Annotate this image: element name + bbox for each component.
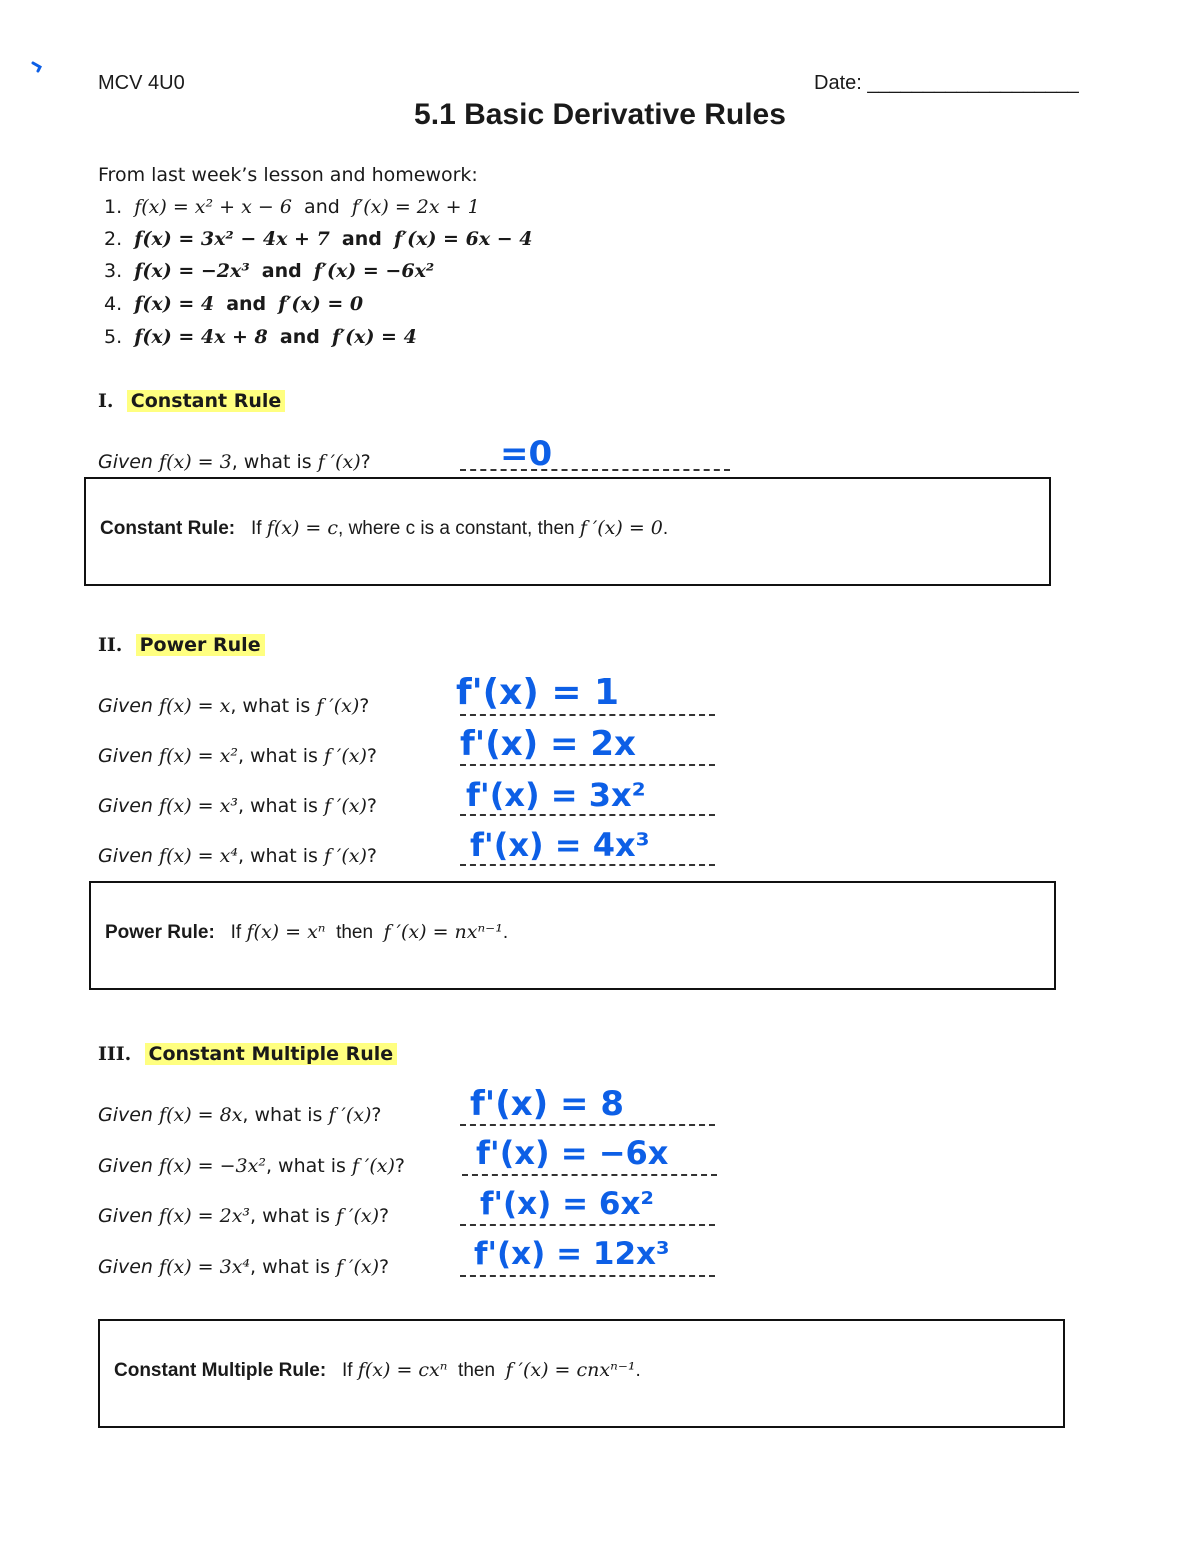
answer-line [460, 1275, 715, 1277]
power-question-4: Given f(x) = x⁴, what is f ′(x)? [98, 845, 377, 867]
date-field: Date: ___________________ [814, 72, 1079, 94]
power-question-2: Given f(x) = x², what is f ′(x)? [98, 745, 377, 767]
handwritten-answer: f'(x) = 2x [460, 724, 636, 764]
section-1-question: Given f(x) = 3, what is f ′(x)? [98, 451, 371, 473]
handwritten-answer: f'(x) = 4x³ [470, 826, 650, 864]
intro-item-4: 4. f(x) = 4 and f′(x) = 0 [104, 293, 364, 315]
constant-rule-statement: Constant Rule: If f(x) = c, where c is a constant, then f ′(x) = 0. [100, 517, 669, 539]
multiple-question-4: Given f(x) = 3x⁴, what is f ′(x)? [98, 1256, 390, 1278]
section-3-heading: III. Constant Multiple Rule [98, 1043, 397, 1065]
answer-line [460, 764, 715, 766]
answer-line [462, 1174, 717, 1176]
multiple-question-3: Given f(x) = 2x³, what is f ′(x)? [98, 1205, 390, 1227]
pen-mark [30, 60, 44, 74]
constant-multiple-rule-statement: Constant Multiple Rule: If f(x) = cxⁿ then f ′(x) = cnxⁿ⁻¹. [114, 1359, 641, 1381]
answer-line [460, 714, 715, 716]
power-rule-statement: Power Rule: If f(x) = xⁿ then f ′(x) = nxⁿ⁻¹. [105, 921, 509, 943]
answer-line [460, 1224, 715, 1226]
section-2-heading: II. Power Rule [98, 634, 265, 656]
power-question-3: Given f(x) = x³, what is f ′(x)? [98, 795, 377, 817]
course-code: MCV 4U0 [98, 72, 185, 94]
section-1-heading: I. Constant Rule [98, 390, 285, 412]
intro-item-5: 5. f(x) = 4x + 8 and f′(x) = 4 [104, 326, 417, 348]
handwritten-answer: f'(x) = 8 [470, 1084, 625, 1124]
handwritten-answer: f'(x) = 6x² [480, 1186, 655, 1222]
intro-item-1: 1. f(x) = x² + x − 6 and f′(x) = 2x + 1 [104, 196, 480, 218]
handwritten-answer: =0 [500, 434, 553, 474]
constant-rule-box [84, 477, 1051, 586]
answer-line [460, 814, 715, 816]
answer-line [460, 864, 715, 866]
intro-label: From last week’s lesson and homework: [98, 164, 478, 186]
multiple-question-1: Given f(x) = 8x, what is f ′(x)? [98, 1104, 382, 1126]
power-question-1: Given f(x) = x, what is f ′(x)? [98, 695, 370, 717]
page-title: 5.1 Basic Derivative Rules [414, 98, 786, 131]
intro-item-2: 2. f(x) = 3x² − 4x + 7 and f′(x) = 6x − 4 [104, 228, 533, 250]
handwritten-answer: f'(x) = 12x³ [474, 1236, 670, 1272]
power-rule-box [89, 881, 1056, 990]
handwritten-answer: f'(x) = 3x² [466, 776, 646, 814]
answer-line [460, 1124, 715, 1126]
constant-multiple-rule-box [98, 1319, 1065, 1428]
handwritten-answer: f'(x) = 1 [456, 672, 620, 713]
handwritten-answer: f'(x) = −6x [476, 1134, 669, 1172]
multiple-question-2: Given f(x) = −3x², what is f ′(x)? [98, 1155, 406, 1177]
intro-item-3: 3. f(x) = −2x³ and f′(x) = −6x² [104, 260, 435, 282]
